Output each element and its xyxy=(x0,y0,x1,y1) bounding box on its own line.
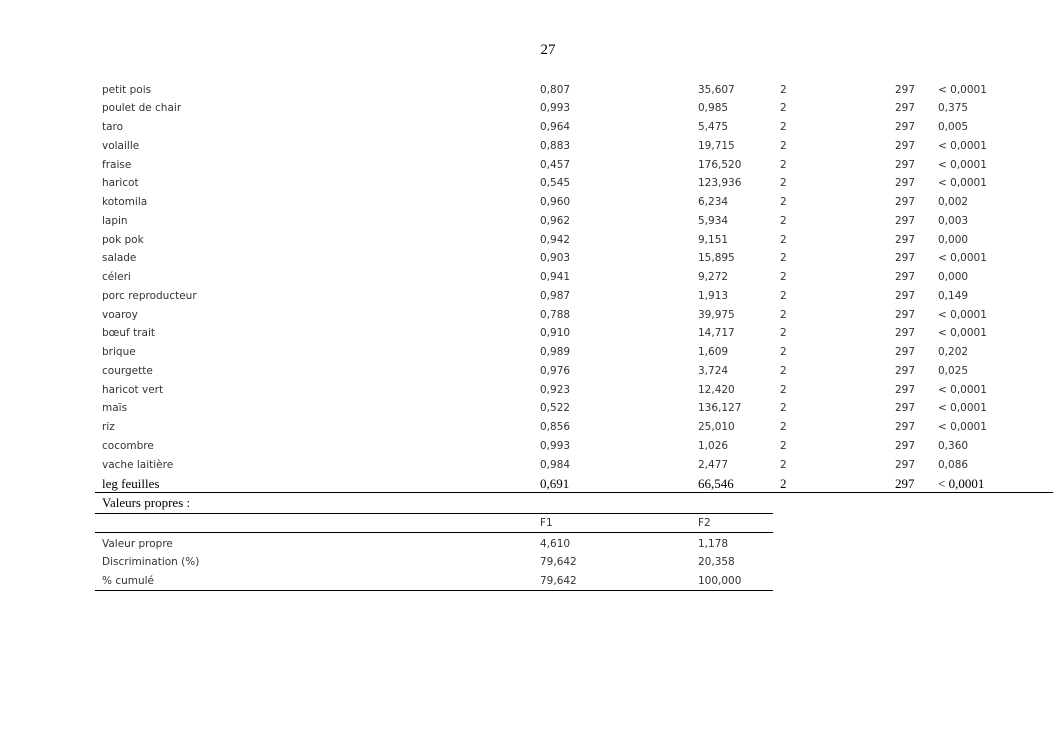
cell-name: volaille xyxy=(102,140,140,152)
cell-ddl2: 297 xyxy=(895,102,916,114)
cell-p: < 0,0001 xyxy=(938,140,987,152)
cell-f: 12,420 xyxy=(698,384,735,396)
cell-name: haricot vert xyxy=(102,384,164,396)
eigen-top-rule xyxy=(95,513,773,514)
cell-f: 123,936 xyxy=(698,177,742,189)
cell-lambda: 0,984 xyxy=(540,459,571,471)
cell-p: 0,005 xyxy=(938,121,969,133)
cell-lambda: 0,993 xyxy=(540,102,571,114)
table-row xyxy=(0,140,1053,158)
cell-lambda: 0,522 xyxy=(540,402,571,414)
cell-ddl1: 2 xyxy=(780,365,787,377)
eigen-row-label: % cumulé xyxy=(102,575,155,587)
eigen-bottom-rule xyxy=(95,590,773,591)
cell-f: 19,715 xyxy=(698,140,735,152)
cell-ddl1: 2 xyxy=(780,476,787,491)
cell-name: pok pok xyxy=(102,234,144,246)
cell-f: 25,010 xyxy=(698,421,735,433)
cell-p: < 0,0001 xyxy=(938,252,987,264)
cell-name: poulet de chair xyxy=(102,102,182,114)
cell-name: kotomila xyxy=(102,196,148,208)
cell-p: < 0,0001 xyxy=(938,402,987,414)
cell-ddl2: 297 xyxy=(895,140,916,152)
table-row xyxy=(0,290,1053,308)
cell-p: < 0,0001 xyxy=(938,159,987,171)
eigen-row-f1: 79,642 xyxy=(540,575,577,587)
cell-name: cocombre xyxy=(102,440,154,452)
cell-lambda: 0,545 xyxy=(540,177,571,189)
cell-p: 0,149 xyxy=(938,290,969,302)
cell-lambda: 0,993 xyxy=(540,440,571,452)
cell-f: 3,724 xyxy=(698,365,729,377)
cell-ddl2: 297 xyxy=(895,309,916,321)
cell-name: haricot xyxy=(102,177,139,189)
eigen-row-f1: 4,610 xyxy=(540,538,571,550)
cell-p: 0,002 xyxy=(938,196,969,208)
cell-ddl2: 297 xyxy=(895,84,916,96)
cell-ddl2: 297 xyxy=(895,215,916,227)
cell-p: < 0,0001 xyxy=(938,177,987,189)
cell-p: 0,003 xyxy=(938,215,969,227)
table-row xyxy=(0,459,1053,477)
cell-ddl1: 2 xyxy=(780,121,787,133)
cell-ddl2: 297 xyxy=(895,159,916,171)
cell-ddl1: 2 xyxy=(780,140,787,152)
cell-ddl1: 2 xyxy=(780,159,787,171)
cell-ddl1: 2 xyxy=(780,327,787,339)
cell-ddl1: 2 xyxy=(780,177,787,189)
cell-lambda: 0,807 xyxy=(540,84,571,96)
table-row xyxy=(0,234,1053,252)
cell-p: 0,000 xyxy=(938,271,969,283)
cell-f: 136,127 xyxy=(698,402,742,414)
cell-ddl2: 297 xyxy=(895,177,916,189)
eigen-row-f1: 79,642 xyxy=(540,556,577,568)
cell-ddl2: 297 xyxy=(895,290,916,302)
cell-lambda: 0,976 xyxy=(540,365,571,377)
cell-f: 6,234 xyxy=(698,196,729,208)
cell-p: < 0,0001 xyxy=(938,476,985,491)
table-row xyxy=(0,121,1053,139)
table-row xyxy=(0,309,1053,327)
cell-f: 9,272 xyxy=(698,271,729,283)
cell-name: lapin xyxy=(102,215,128,227)
cell-lambda: 0,910 xyxy=(540,327,571,339)
table-row xyxy=(0,271,1053,289)
cell-p: < 0,0001 xyxy=(938,421,987,433)
cell-p: < 0,0001 xyxy=(938,327,987,339)
cell-name: courgette xyxy=(102,365,153,377)
cell-name: maïs xyxy=(102,402,128,414)
cell-lambda: 0,691 xyxy=(540,476,570,491)
table-row xyxy=(0,252,1053,270)
cell-name: taro xyxy=(102,121,124,133)
cell-ddl1: 2 xyxy=(780,234,787,246)
cell-name: voaroy xyxy=(102,309,138,321)
cell-lambda: 0,960 xyxy=(540,196,571,208)
table-row xyxy=(0,440,1053,458)
cell-ddl1: 2 xyxy=(780,346,787,358)
cell-ddl2: 297 xyxy=(895,384,916,396)
cell-lambda: 0,457 xyxy=(540,159,571,171)
eigen-row-discrimination xyxy=(0,556,780,574)
cell-ddl2: 297 xyxy=(895,459,916,471)
cell-name: vache laitière xyxy=(102,459,174,471)
cell-lambda: 0,942 xyxy=(540,234,571,246)
table-row xyxy=(0,215,1053,233)
cell-f: 1,609 xyxy=(698,346,729,358)
cell-ddl1: 2 xyxy=(780,309,787,321)
table-row xyxy=(0,421,1053,439)
eigen-row-f2: 100,000 xyxy=(698,575,742,587)
cell-f: 176,520 xyxy=(698,159,742,171)
eigen-row-label: Discrimination (%) xyxy=(102,556,200,568)
table-row xyxy=(0,102,1053,120)
cell-ddl2: 297 xyxy=(895,365,916,377)
table-row xyxy=(0,196,1053,214)
cell-p: 0,375 xyxy=(938,102,969,114)
eigen-header-f2: F2 xyxy=(698,517,711,529)
cell-p: 0,025 xyxy=(938,365,969,377)
table-row xyxy=(0,402,1053,420)
cell-name: salade xyxy=(102,252,137,264)
table-row xyxy=(0,177,1053,195)
cell-f: 14,717 xyxy=(698,327,735,339)
table-row xyxy=(0,346,1053,364)
cell-ddl2: 297 xyxy=(895,252,916,264)
cell-lambda: 0,923 xyxy=(540,384,571,396)
cell-f: 15,895 xyxy=(698,252,735,264)
cell-ddl2: 297 xyxy=(895,121,916,133)
cell-lambda: 0,788 xyxy=(540,309,571,321)
cell-lambda: 0,856 xyxy=(540,421,571,433)
cell-p: 0,000 xyxy=(938,234,969,246)
eigen-section-title: Valeurs propres : xyxy=(102,495,191,510)
cell-ddl2: 297 xyxy=(895,327,916,339)
eigen-row-f2: 20,358 xyxy=(698,556,735,568)
cell-lambda: 0,962 xyxy=(540,215,571,227)
eigen-row-label: Valeur propre xyxy=(102,538,173,550)
cell-lambda: 0,883 xyxy=(540,140,571,152)
eigen-row-valeur-propre xyxy=(0,538,780,556)
eigen-header-f1: F1 xyxy=(540,517,553,529)
cell-ddl2: 297 xyxy=(895,402,916,414)
cell-p: < 0,0001 xyxy=(938,84,987,96)
cell-f: 1,026 xyxy=(698,440,729,452)
cell-name: riz xyxy=(102,421,115,433)
table-row xyxy=(0,84,1053,102)
cell-name: fraise xyxy=(102,159,132,171)
cell-ddl1: 2 xyxy=(780,290,787,302)
table-row xyxy=(0,384,1053,402)
cell-lambda: 0,987 xyxy=(540,290,571,302)
cell-ddl1: 2 xyxy=(780,402,787,414)
cell-ddl1: 2 xyxy=(780,215,787,227)
cell-f: 0,985 xyxy=(698,102,729,114)
cell-lambda: 0,964 xyxy=(540,121,571,133)
cell-ddl2: 297 xyxy=(895,234,916,246)
cell-lambda: 0,989 xyxy=(540,346,571,358)
cell-name: brique xyxy=(102,346,136,358)
cell-f: 35,607 xyxy=(698,84,735,96)
cell-ddl1: 2 xyxy=(780,102,787,114)
cell-ddl2: 297 xyxy=(895,271,916,283)
cell-ddl1: 2 xyxy=(780,271,787,283)
cell-lambda: 0,903 xyxy=(540,252,571,264)
cell-p: 0,086 xyxy=(938,459,969,471)
cell-p: 0,202 xyxy=(938,346,969,358)
eigen-header-rule xyxy=(95,532,773,533)
cell-f: 66,546 xyxy=(698,476,734,491)
cell-name: leg feuilles xyxy=(102,476,160,491)
table-row xyxy=(0,365,1053,383)
cell-ddl1: 2 xyxy=(780,252,787,264)
cell-ddl1: 2 xyxy=(780,384,787,396)
table-row xyxy=(0,327,1053,345)
cell-ddl2: 297 xyxy=(895,346,916,358)
cell-p: < 0,0001 xyxy=(938,309,987,321)
cell-name: céleri xyxy=(102,271,131,283)
cell-ddl1: 2 xyxy=(780,84,787,96)
cell-p: 0,360 xyxy=(938,440,969,452)
cell-ddl2: 297 xyxy=(895,476,915,491)
cell-ddl1: 2 xyxy=(780,421,787,433)
table-row xyxy=(0,159,1053,177)
cell-ddl2: 297 xyxy=(895,421,916,433)
cell-f: 1,913 xyxy=(698,290,729,302)
page-number: 27 xyxy=(540,42,556,58)
table-bottom-rule xyxy=(95,492,1053,493)
cell-name: bœuf trait xyxy=(102,327,155,339)
cell-name: porc reproducteur xyxy=(102,290,197,302)
cell-ddl1: 2 xyxy=(780,459,787,471)
cell-f: 39,975 xyxy=(698,309,735,321)
cell-ddl1: 2 xyxy=(780,440,787,452)
cell-lambda: 0,941 xyxy=(540,271,571,283)
cell-f: 9,151 xyxy=(698,234,729,246)
cell-ddl2: 297 xyxy=(895,440,916,452)
cell-f: 2,477 xyxy=(698,459,729,471)
eigen-row-f2: 1,178 xyxy=(698,538,729,550)
cell-ddl1: 2 xyxy=(780,196,787,208)
cell-f: 5,934 xyxy=(698,215,729,227)
cell-p: < 0,0001 xyxy=(938,384,987,396)
cell-ddl2: 297 xyxy=(895,196,916,208)
cell-name: petit pois xyxy=(102,84,152,96)
cell-f: 5,475 xyxy=(698,121,729,133)
